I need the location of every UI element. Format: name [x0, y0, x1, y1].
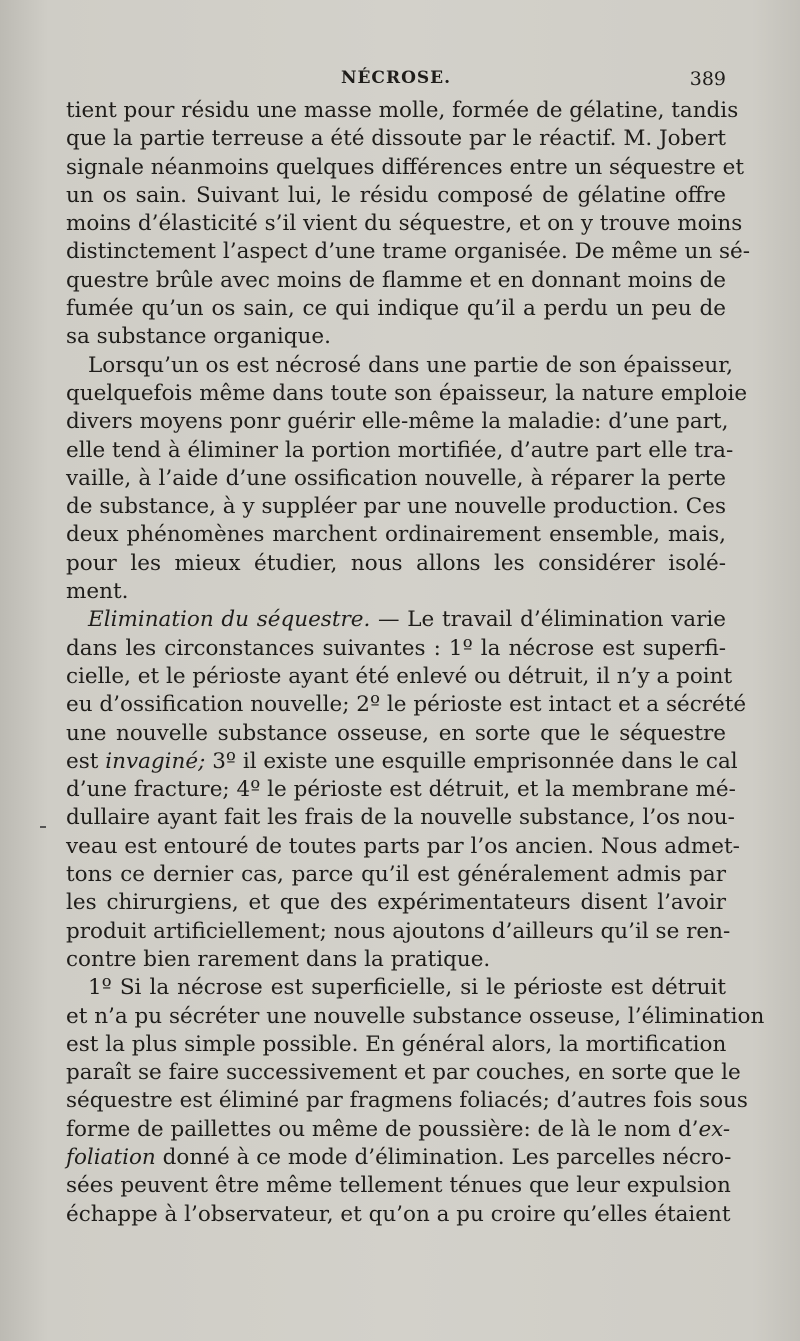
body-text	[66, 97, 765, 1229]
paragraph-2	[66, 352, 748, 607]
paragraph-3	[66, 606, 747, 974]
text-line: quelquefois même dans toute son épaisseur, la nature emploie	[66, 380, 748, 406]
text-line: est la plus simple possible. En général alors, la mortification	[66, 1031, 727, 1057]
text-line: vaille, à l’aide d’une ossification nouvelle, à réparer la perte	[66, 465, 726, 491]
text-line: dans les circonstances suivantes : 1º la nécrose est superfi-	[66, 635, 726, 661]
text-line: contre bien rarement dans la pratique.	[66, 946, 491, 972]
text-fragment: 3º il existe une esquille emprisonnée dans le cal	[205, 748, 738, 774]
text-line: les chirurgiens, et que des expérimentateurs disent l’avoir	[66, 890, 726, 916]
text-line: d’une fracture; 4º le périoste est détruit, et la membrane mé-	[66, 777, 736, 803]
text-line: tient pour résidu une masse molle, formée de gélatine, tandis	[66, 98, 739, 123]
text-line: Lorsqu’un os est nécrosé dans une partie de son épaisseur,	[88, 352, 733, 378]
text-line: distinctement l’aspect d’une trame organisée. De même un sé-	[66, 239, 751, 265]
text-line: elle tend à éliminer la portion mortifiée, d’autre part elle tra-	[66, 437, 734, 463]
section-heading: Elimination du séquestre.	[88, 607, 371, 633]
text-line: dullaire ayant fait les frais de la nouvelle substance, l’os nou-	[66, 805, 735, 831]
text-line	[66, 1144, 732, 1172]
text-line: ment.	[66, 579, 129, 605]
text-line: sées peuvent être même tellement ténues que leur expulsion	[66, 1173, 731, 1199]
text-fragment: donné à ce mode d’élimination. Les parcelles nécro-	[155, 1144, 732, 1170]
text-line: moins d’élasticité s’il vient du séquestre, et on y trouve moins	[66, 211, 743, 237]
paragraph-1	[66, 97, 751, 352]
running-title: NÉCROSE.	[340, 68, 452, 88]
text-line: signale néanmoins quelques différences entre un séquestre et	[66, 154, 744, 180]
text-line: fumée qu’un os sain, ce qui indique qu’il a perdu un peu de	[66, 296, 726, 322]
text-line: et n’a pu sécréter une nouvelle substance osseuse, l’élimination	[66, 1003, 765, 1029]
text-line	[66, 748, 738, 776]
text-line: échappe à l’observateur, et qu’on a pu croire qu’elles étaient	[66, 1201, 731, 1227]
text-line	[66, 1116, 731, 1144]
text-line: questre brûle avec moins de flamme et en donnant moins de	[66, 267, 727, 293]
text-line: une nouvelle substance osseuse, en sorte que le séquestre	[66, 720, 726, 746]
text-line: paraît se faire successivement et par couches, en sorte que le	[66, 1060, 741, 1086]
text-line: divers moyens ponr guérir elle-même la maladie: d’une part,	[66, 409, 729, 435]
text-line: un os sain. Suivant lui, le résidu composé de gélatine offre	[66, 182, 726, 208]
text-line: de substance, à y suppléer par une nouvelle production. Ces	[66, 494, 726, 520]
paragraph-4	[66, 974, 765, 1229]
text-line: que la partie terreuse a été dissoute par le réactif. M. Jobert	[66, 126, 726, 152]
text-line: sa substance organique.	[66, 324, 331, 350]
italic-term: ex-	[698, 1116, 731, 1142]
text-line: pour les mieux étudier, nous allons les considérer isolé-	[66, 550, 726, 576]
text-line: eu d’ossification nouvelle; 2º le périoste est intact et a sécrété	[66, 692, 747, 718]
text-fragment: est	[66, 748, 106, 774]
text-line: deux phénomènes marchent ordinairement ensemble, mais,	[66, 522, 726, 548]
text-line: séquestre est éliminé par fragmens foliacés; d’autres fois sous	[66, 1088, 748, 1114]
italic-term: foliation	[66, 1144, 156, 1170]
text-fragment: forme de paillettes ou même de poussière: de là le nom d’	[66, 1116, 699, 1142]
margin-mark	[40, 826, 46, 828]
page-header	[66, 68, 726, 98]
text-line: produit artificiellement; nous ajoutons d’ailleurs qu’il se ren-	[66, 918, 731, 944]
page-number: 389	[689, 68, 726, 90]
text-line: 1º Si la nécrose est superficielle, si le périoste est détruit	[88, 975, 726, 1001]
text-fragment: — Le travail d’élimination varie	[370, 607, 727, 633]
text-line: tons ce dernier cas, parce qu’il est généralement admis par	[66, 862, 726, 888]
italic-term: invaginé;	[105, 748, 206, 774]
text-line	[66, 606, 726, 634]
text-line: cielle, et le périoste ayant été enlevé ou détruit, il n’y a point	[66, 663, 733, 689]
text-line: veau est entouré de toutes parts par l’os ancien. Nous admet-	[66, 833, 740, 859]
